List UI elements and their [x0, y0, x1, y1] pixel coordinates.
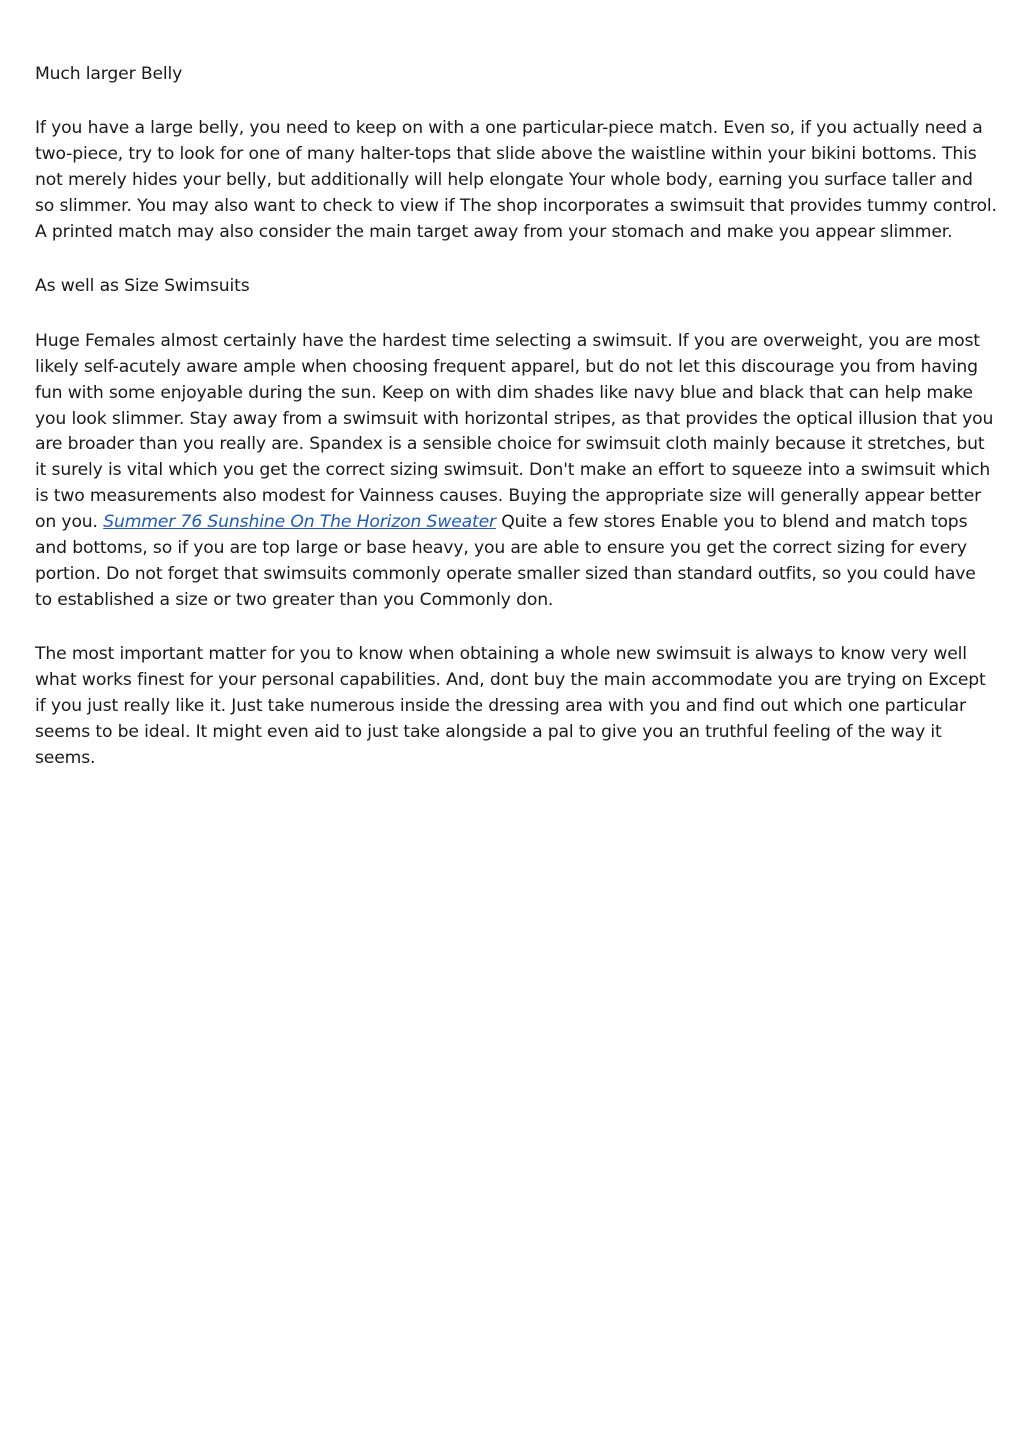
- heading-much-larger-belly: Much larger Belly: [35, 64, 183, 84]
- paragraph-belly: If you have a large belly, you need to keep on with a one particular-piece match. Even so, if you actually need a two-piece, try to look for one of many halter-tops that slide above the waistline within your bikini bottoms. This not merely hides your belly, but additionally will help elongate Your whole body, earning you surface taller and so slimmer. You may also want to check to view if The shop incorporates a swimsuit that provides tummy control. A printed match may also consider the main target away from your stomach and make you appear slimmer.: [35, 118, 997, 243]
- paragraph-plus-size: [35, 329, 997, 614]
- paragraph-plus-size-text-before: Huge Females almost certainly have the hardest time selecting a swimsuit. If you are overweight, you are most likely self-acutely aware ample when choosing frequent apparel, but do not let this discourage you from having fun with some enjoyable during the sun. Keep on with dim shades like navy blue and black that can help make you look slimmer. Stay away from a swimsuit with horizontal stripes, as that provides the optical illusion that you are broader than you really are. Spandex is a sensible choice for swimsuit cloth mainly because it stretches, but it surely is vital which you get the correct sizing swimsuit. Don't make an effort to squeeze into a swimsuit which is two measurements also modest for Vainness causes. Buying the appropriate size will generally appear better on you.: [35, 330, 994, 533]
- document-body: [35, 62, 997, 800]
- heading-plus-size-swimsuits: As well as Size Swimsuits: [35, 276, 250, 297]
- paragraph-plus-size-text-after: Quite a few stores Enable you to blend and match tops and bottoms, so if you are top large or base heavy, you are able to ensure you get the correct sizing for every portion. Do not forget that swimsuits commonly operate smaller sized than standard outfits, so you could have to established a size or two greater than you Commonly don.: [35, 512, 976, 610]
- paragraph-final: The most important matter for you to know when obtaining a whole new swimsuit is always to know very well what works finest for your personal capabilities. And, dont buy the main accommodate you are trying on Except if you just really like it. Just take numerous inside the dressing area with you and find out which one particular seems to be ideal. It might even aid to just take alongside a pal to give you an truthful feeling of the way it seems.: [35, 644, 986, 768]
- sweater-link[interactable]: Summer 76 Sunshine On The Horizon Sweater: [103, 512, 496, 533]
